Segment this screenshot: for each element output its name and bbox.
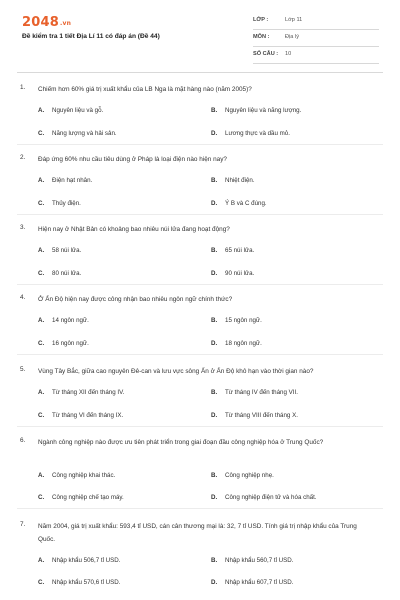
option-letter: A. <box>38 317 45 324</box>
option-a[interactable] <box>38 107 103 114</box>
logo-text: 2048 <box>22 15 59 30</box>
question-text: Hiện nay ở Nhật Bản có khoảng bao nhiêu núi lửa đang hoạt động? <box>38 226 230 233</box>
option-text: Từ tháng VI đến tháng IX. <box>52 412 124 419</box>
option-letter: C. <box>38 412 45 419</box>
question-divider <box>17 284 383 285</box>
question-number: 3. <box>20 224 26 231</box>
option-d[interactable] <box>211 494 317 501</box>
option-b[interactable] <box>211 557 293 564</box>
question-text: Ở Ấn Độ hiện nay được công nhận bao nhiêu ngôn ngữ chính thức? <box>38 296 233 303</box>
option-a[interactable] <box>38 557 120 564</box>
option-letter: C. <box>38 579 45 586</box>
option-b[interactable] <box>211 107 301 114</box>
site-logo[interactable] <box>22 15 71 30</box>
option-b[interactable] <box>211 472 274 479</box>
option-letter: B. <box>211 247 218 254</box>
question-divider <box>17 426 383 427</box>
option-text: Công nghiệp chế tạo máy. <box>52 494 124 501</box>
option-text: Lương thực và dầu mỏ. <box>225 130 290 137</box>
option-letter: D. <box>211 494 218 501</box>
question-divider <box>17 144 383 145</box>
meta-value: Lớp 11 <box>285 17 303 23</box>
option-text: Công nghiệp khai thác. <box>52 472 116 479</box>
option-letter: A. <box>38 472 45 479</box>
document-title: Đề kiểm tra 1 tiết Địa Lí 11 có đáp án (Đề 44) <box>22 33 160 40</box>
option-b[interactable] <box>211 389 298 396</box>
question-number: 6. <box>20 437 26 444</box>
option-letter: D. <box>211 412 218 419</box>
option-letter: D. <box>211 200 218 207</box>
option-d[interactable] <box>211 340 262 347</box>
option-letter: A. <box>38 557 45 564</box>
option-letter: B. <box>211 107 218 114</box>
option-text: Nguyên liệu và năng lượng. <box>225 107 302 114</box>
question-number: 1. <box>20 84 26 91</box>
option-text: Từ tháng XII đến tháng IV. <box>52 389 125 396</box>
option-text: Nguyên liệu và gỗ. <box>52 107 104 114</box>
option-letter: A. <box>38 389 45 396</box>
option-a[interactable] <box>38 389 124 396</box>
option-text: 14 ngôn ngữ. <box>52 317 89 324</box>
question-number: 4. <box>20 294 26 301</box>
meta-row-class <box>253 13 379 30</box>
option-text: 16 ngôn ngữ. <box>52 340 89 347</box>
option-letter: B. <box>211 557 218 564</box>
meta-key: LỚP : <box>253 17 269 23</box>
question-text: Năm 2004, giá trị xuất khẩu: 593,4 tỉ USD, cán cân thương mại là: 32, 7 tỉ USD. Tính giá trị nhập khẩu của Trung Quốc. <box>38 523 357 543</box>
option-c[interactable] <box>38 200 81 207</box>
option-a[interactable] <box>38 317 89 324</box>
option-letter: A. <box>38 247 45 254</box>
option-letter: D. <box>211 579 218 586</box>
option-text: Thủy điện. <box>52 200 81 207</box>
option-a[interactable] <box>38 247 81 254</box>
question-text: Chiếm hơn 60% giá trị xuất khẩu của LB Nga là mặt hàng nào (năm 2005)? <box>38 86 252 93</box>
option-letter: B. <box>211 317 218 324</box>
option-text: 15 ngôn ngữ. <box>225 317 262 324</box>
option-text: Nhập khẩu 560,7 tỉ USD. <box>225 557 294 564</box>
option-text: 65 núi lửa. <box>225 247 255 254</box>
option-letter: B. <box>211 389 218 396</box>
option-d[interactable] <box>211 412 298 419</box>
question-divider <box>17 214 383 215</box>
option-c[interactable] <box>38 270 81 277</box>
option-letter: A. <box>38 107 45 114</box>
option-letter: A. <box>38 177 45 184</box>
option-text: 80 núi lửa. <box>52 270 82 277</box>
question-number: 5. <box>20 366 26 373</box>
option-letter: C. <box>38 494 45 501</box>
option-letter: D. <box>211 340 218 347</box>
question-number: 7. <box>20 521 26 528</box>
question-divider <box>17 508 383 509</box>
option-letter: C. <box>38 130 45 137</box>
question-text: Đáp ứng 60% nhu cầu tiêu dùng ở Pháp là loại điện nào hiện nay? <box>38 156 227 163</box>
logo-suffix: .vn <box>59 20 72 27</box>
meta-key: MÔN : <box>253 34 270 40</box>
option-letter: C. <box>38 340 45 347</box>
option-letter: D. <box>211 130 218 137</box>
option-text: Từ tháng VIII đến tháng X. <box>225 412 298 419</box>
option-text: Năng lượng và hải sản. <box>52 130 117 137</box>
option-text: Từ tháng IV đến tháng VII. <box>225 389 298 396</box>
option-d[interactable] <box>211 270 254 277</box>
option-text: Công nghiệp nhẹ. <box>225 472 274 479</box>
option-a[interactable] <box>38 177 92 184</box>
meta-value: 10 <box>285 51 292 57</box>
option-text: 58 núi lửa. <box>52 247 82 254</box>
option-text: Nhập khẩu 506,7 tỉ USD. <box>52 557 121 564</box>
option-text: Ý B và C đúng. <box>225 200 267 207</box>
option-c[interactable] <box>38 130 117 137</box>
option-text: 18 ngôn ngữ. <box>225 340 262 347</box>
exam-meta-table <box>253 13 379 64</box>
header-divider <box>17 72 383 73</box>
option-b[interactable] <box>211 247 254 254</box>
option-letter: B. <box>211 472 218 479</box>
question-text: Vùng Tây Bắc, giữa cao nguyên Đê-can và lưu vực sông Ấn ở Ấn Độ khô hạn vào thời gian nào? <box>38 368 314 375</box>
option-text: Nhập khẩu 607,7 tỉ USD. <box>225 579 294 586</box>
option-b[interactable] <box>211 177 255 184</box>
option-a[interactable] <box>38 472 115 479</box>
option-letter: B. <box>211 177 218 184</box>
meta-key: SỐ CÂU : <box>253 51 279 57</box>
option-text: Điện hạt nhân. <box>52 177 93 184</box>
question-text: Ngành công nghiệp nào được ưu tiên phát triển trong giai đoạn đầu công nghiệp hóa ở Trung Quốc? <box>38 439 324 446</box>
option-c[interactable] <box>38 494 124 501</box>
option-letter: C. <box>38 270 45 277</box>
meta-row-count <box>253 47 379 64</box>
option-letter: C. <box>38 200 45 207</box>
option-d[interactable] <box>211 200 267 207</box>
meta-value: Địa lý <box>285 34 299 40</box>
page-header <box>0 0 400 64</box>
option-text: Nhiệt điện. <box>225 177 255 184</box>
option-d[interactable] <box>211 579 293 586</box>
option-c[interactable] <box>38 340 89 347</box>
option-text: Nhập khẩu 570,6 tỉ USD. <box>52 579 121 586</box>
question-number: 2. <box>20 154 26 161</box>
option-b[interactable] <box>211 317 262 324</box>
option-text: Công nghiệp điện tử và hóa chất. <box>225 494 317 501</box>
option-text: 90 núi lửa. <box>225 270 255 277</box>
option-letter: D. <box>211 270 218 277</box>
option-c[interactable] <box>38 412 123 419</box>
meta-row-subject <box>253 30 379 47</box>
option-d[interactable] <box>211 130 290 137</box>
option-c[interactable] <box>38 579 120 586</box>
question-divider <box>17 354 383 355</box>
